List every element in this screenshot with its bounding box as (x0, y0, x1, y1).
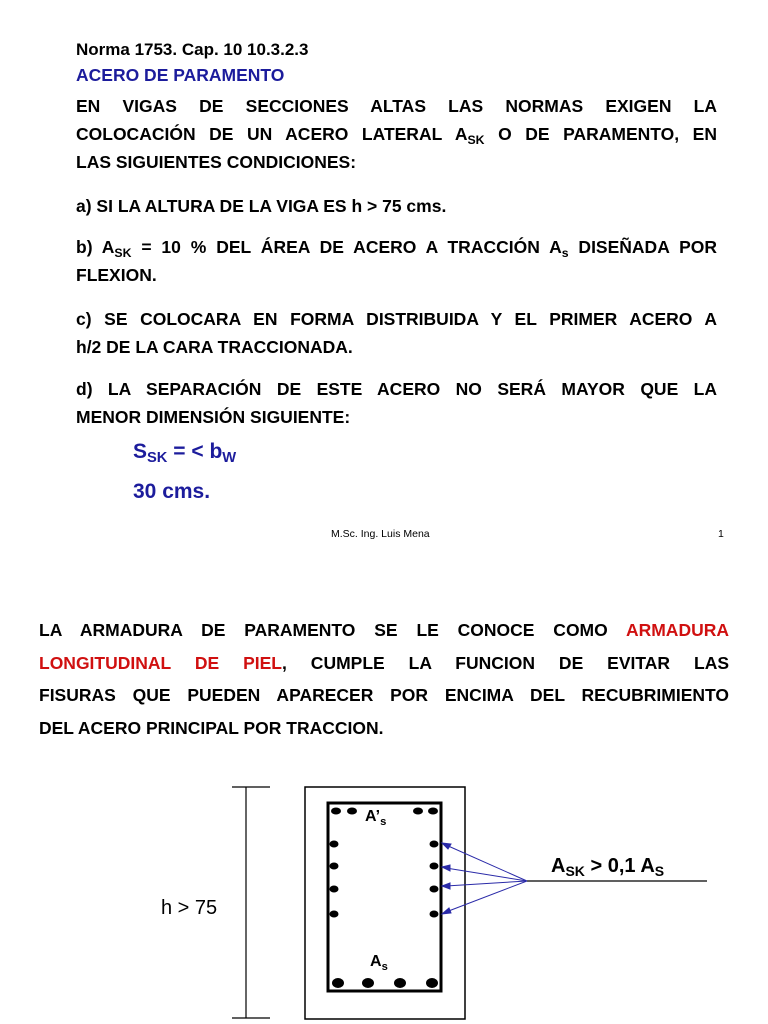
skin-bar (330, 886, 339, 893)
skin-bar (430, 886, 439, 893)
section-title: ACERO DE PARAMENTO (76, 65, 285, 85)
item-d (76, 375, 717, 431)
item-a: a) SI LA ALTURA DE LA VIGA ES h > 75 cms. (76, 196, 447, 216)
formula-30cms: 30 cms. (133, 480, 211, 503)
arrow-head (442, 908, 451, 914)
bottom-bars (332, 978, 438, 988)
skin-bar (330, 863, 339, 870)
top-bar (413, 808, 423, 815)
bottom-steel-label (370, 953, 388, 971)
intro-line-2-sub: SK (467, 133, 485, 147)
para-line-1-red: ARMADURA (625, 620, 729, 640)
item-d-line-2: MENOR DIMENSIÓN SIGUIENTE: (76, 407, 351, 427)
para-line-1 (39, 614, 729, 647)
bottom-bar (332, 978, 344, 988)
intro-line-1: EN VIGAS DE SECCIONES ALTAS LAS NORMAS EXIGEN LA (76, 96, 717, 116)
bottom-bar (362, 978, 374, 988)
callout-b: > 0,1 A (584, 855, 655, 877)
formula-s-sub: SK (147, 450, 168, 466)
intro-line-3: LAS SIGUIENTES CONDICIONES: (76, 152, 357, 172)
skin-bar (430, 911, 439, 918)
page-number: 1 (718, 528, 724, 540)
item-c (76, 305, 717, 361)
callout-arrows (442, 843, 527, 914)
item-b-p2: = 10 % DEL ÁREA DE ACERO A TRACCIÓN A (131, 237, 562, 257)
skin-bars (330, 841, 439, 918)
item-c-line-2: h/2 DE LA CARA TRACCIONADA. (76, 337, 353, 357)
para-line-2-red: LONGITUDINAL DE PIEL (39, 652, 282, 673)
para-line-1-a: LA ARMADURA DE PARAMENTO SE LE CONOCE COMO (39, 620, 626, 640)
bottom-steel-main: A (370, 953, 382, 970)
skin-reinforcement-paragraph (39, 614, 729, 744)
para-line-4: DEL ACERO PRINCIPAL POR TRACCION. (39, 717, 384, 738)
item-b-p3: DISEÑADA POR (568, 237, 717, 257)
top-steel-label (365, 808, 386, 826)
height-dimension (232, 787, 270, 1018)
arrow-head (442, 883, 450, 889)
intro-line-2 (76, 120, 717, 148)
bottom-bar (394, 978, 406, 988)
item-b-line-1 (76, 233, 717, 261)
top-steel-sub: s (380, 816, 387, 828)
footer-author: M.Sc. Ing. Luis Mena (331, 528, 430, 540)
skin-steel-callout (551, 855, 664, 878)
item-d-line-1: d) LA SEPARACIÓN DE ESTE ACERO NO SERÁ MAYOR QUE LA (76, 379, 717, 399)
top-bar (331, 808, 341, 815)
item-b-p1: b) A (76, 237, 115, 257)
item-b (76, 233, 717, 289)
para-line-3: FISURAS QUE PUEDEN APARECER POR ENCIMA DEL RECUBRIMIENTO (39, 685, 729, 705)
formula-mid: = < b (167, 440, 223, 463)
formula-b-sub: W (222, 450, 237, 466)
para-line-2-b: , CUMPLE LA FUNCION DE EVITAR LAS (282, 652, 730, 673)
bottom-bar (426, 978, 438, 988)
top-steel-main: A’ (365, 808, 381, 825)
intro-line-2-a: COLOCACIÓN DE UN ACERO LATERAL A (76, 124, 468, 144)
top-bar (428, 808, 438, 815)
arrow-head (442, 843, 451, 849)
formula-s: S (133, 440, 148, 463)
skin-bar (330, 911, 339, 918)
arrow-head (442, 865, 450, 871)
callout-sub-1: SK (565, 863, 585, 879)
skin-bar (430, 863, 439, 870)
para-line-2 (39, 647, 729, 680)
item-c-line-1: c) SE COLOCARA EN FORMA DISTRIBUIDA Y EL PRIMER ACERO A (76, 309, 717, 329)
item-b-sub2: s (561, 246, 569, 260)
item-b-line-2: FLEXION. (76, 265, 157, 285)
intro-paragraph (76, 92, 717, 176)
callout-arrow (446, 845, 527, 881)
callout-a: A (551, 855, 566, 877)
skin-bar (430, 841, 439, 848)
intro-line-2-b: O DE PARAMENTO, EN (484, 124, 717, 144)
callout-arrow (446, 868, 527, 881)
top-bar (347, 808, 357, 815)
bottom-steel-sub: s (381, 961, 388, 973)
norm-header: Norma 1753. Cap. 10 10.3.2.3 (76, 40, 309, 59)
item-b-sub1: SK (114, 246, 132, 260)
callout-sub-2: S (654, 863, 665, 879)
height-label: h > 75 (161, 897, 218, 919)
skin-bar (330, 841, 339, 848)
formula-spacing (133, 440, 236, 464)
